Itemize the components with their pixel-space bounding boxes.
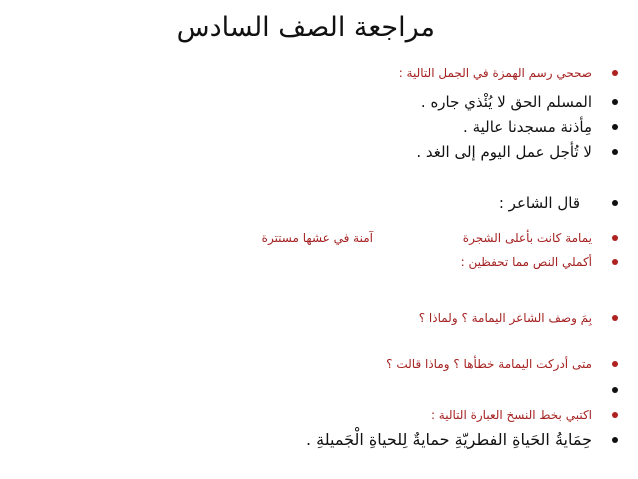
list-item	[0, 404, 638, 428]
list-item	[0, 141, 638, 165]
bullet-icon	[612, 99, 618, 105]
list-item	[0, 429, 638, 453]
list-item	[0, 62, 638, 86]
bullet-icon	[612, 387, 618, 393]
question-text: بِمَ وصف الشاعر اليمامة ؟ ولماذا ؟	[418, 311, 592, 325]
instruction-text: صححي رسم الهمزة في الجمل التالية :	[398, 66, 592, 80]
bullet-icon	[612, 235, 618, 241]
sentence-text: مِأذنة مسجدنا عالية .	[463, 118, 592, 136]
list-item	[0, 116, 638, 140]
bullet-icon	[612, 259, 618, 265]
bullet-icon	[612, 149, 618, 155]
slide-title: مراجعة الصف السادس	[176, 12, 435, 43]
poem-second-hemistich: آمنة في عشها مستترة	[261, 231, 373, 245]
list-item	[0, 192, 638, 216]
bullet-icon	[612, 124, 618, 130]
question-text: متى أدركت اليمامة خطأها ؟ وماذا قالت ؟	[386, 357, 592, 371]
poem-first-hemistich: يمامة كانت بأعلى الشجرة	[462, 231, 592, 245]
bullet-icon	[612, 315, 618, 321]
question-text: أكملي النص مما تحفظين :	[460, 255, 592, 269]
bullet-icon	[612, 361, 618, 367]
instruction-text: اكتبي بخط النسخ العبارة التالية :	[430, 408, 592, 422]
bullet-icon	[612, 70, 618, 76]
bullet-icon	[612, 200, 618, 206]
list-item	[0, 251, 638, 275]
list-item	[0, 91, 638, 115]
sentence-text: لا تُأجل عمل اليوم إلى الغد .	[416, 143, 592, 161]
poet-said-text: قال الشاعر :	[498, 194, 580, 212]
bullet-icon	[612, 437, 618, 443]
bullet-icon	[612, 412, 618, 418]
list-item	[0, 353, 638, 377]
list-item	[0, 307, 638, 331]
sentence-text: المسلم الحق لا يُئْذي جاره .	[420, 93, 592, 111]
sentence-text: حِمَايةُ الحَياةِ الفطريّةِ حمايةٌ لِلحياةِ الْجَميلةِ .	[305, 430, 592, 449]
list-item	[0, 227, 638, 251]
list-item	[0, 379, 638, 403]
